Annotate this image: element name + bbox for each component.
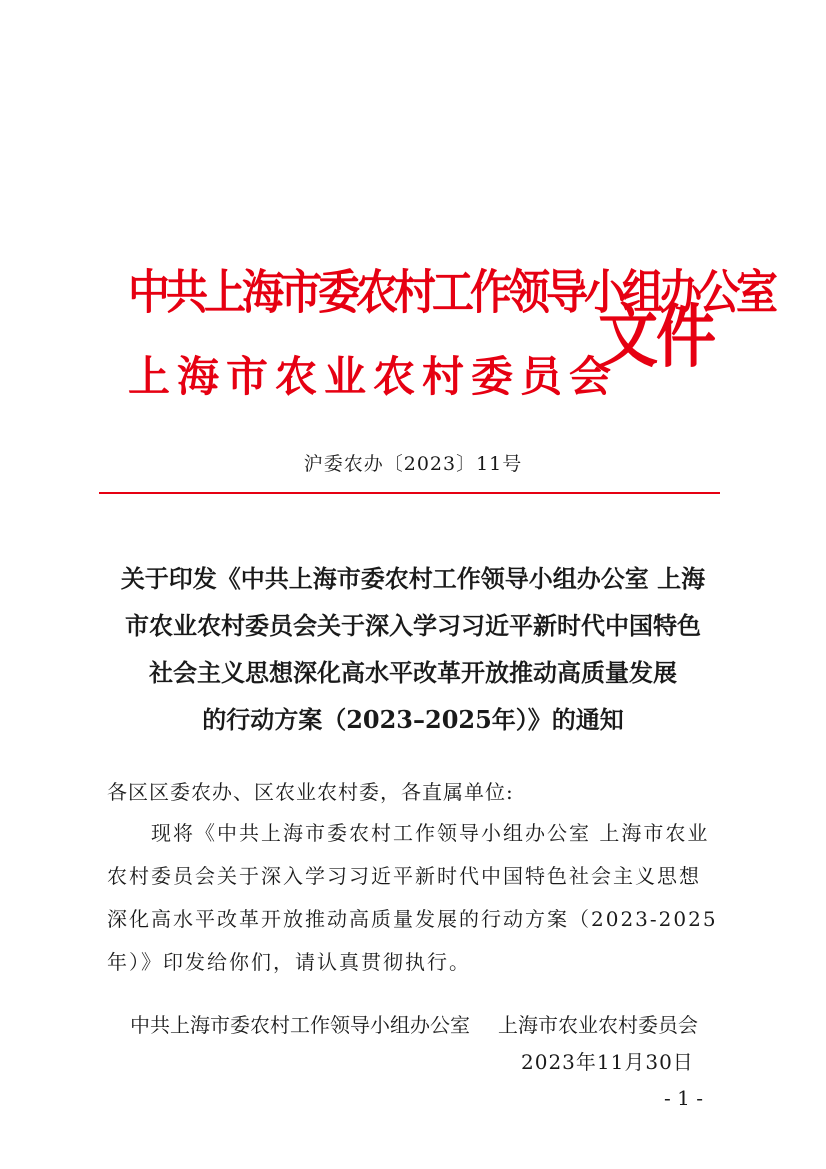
letterhead-org-2: 上海市农业农村委员会 xyxy=(128,352,619,401)
signature-date: 2023年11月30日 xyxy=(521,1050,694,1074)
document-number: 沪委农办〔2023〕11号 xyxy=(303,453,523,475)
signatory-org-2: 上海市农业农村委员会 xyxy=(498,1013,698,1037)
signatory-orgs xyxy=(130,1009,698,1038)
paragraph-line: 农村委员会关于深入学习习近平新时代中国特色社会主义思想 xyxy=(107,864,701,888)
salutation: 各区区委农办、区农业农村委，各直属单位: xyxy=(107,780,514,804)
red-separator-line xyxy=(99,492,720,494)
letterhead-org-1: 中共上海市委农村工作领导小组办公室 xyxy=(128,264,775,320)
paragraph-line: 现将《中共上海市委农村工作领导小组办公室 上海市农业 xyxy=(107,821,710,845)
title-line: 关于印发《中共上海市委农村工作领导小组办公室 上海 xyxy=(120,564,706,593)
signatory-org-1: 中共上海市委农村工作领导小组办公室 xyxy=(130,1013,470,1037)
document-title xyxy=(80,555,746,743)
title-line: 的行动方案（2023–2025年）》的通知 xyxy=(202,705,624,734)
paragraph-line: 年）》印发给你们，请认真贯彻执行。 xyxy=(107,950,471,974)
body-paragraph xyxy=(107,812,727,984)
paragraph-line: 深化高水平改革开放推动高质量发展的行动方案（2023-2025 xyxy=(107,907,718,931)
letterhead-document-word: 文件 xyxy=(598,296,714,378)
title-line: 市农业农村委员会关于深入学习习近平新时代中国特色 xyxy=(125,611,701,640)
page-number: - 1 - xyxy=(664,1086,703,1110)
title-line: 社会主义思想深化高水平改革开放推动高质量发展 xyxy=(149,658,677,687)
